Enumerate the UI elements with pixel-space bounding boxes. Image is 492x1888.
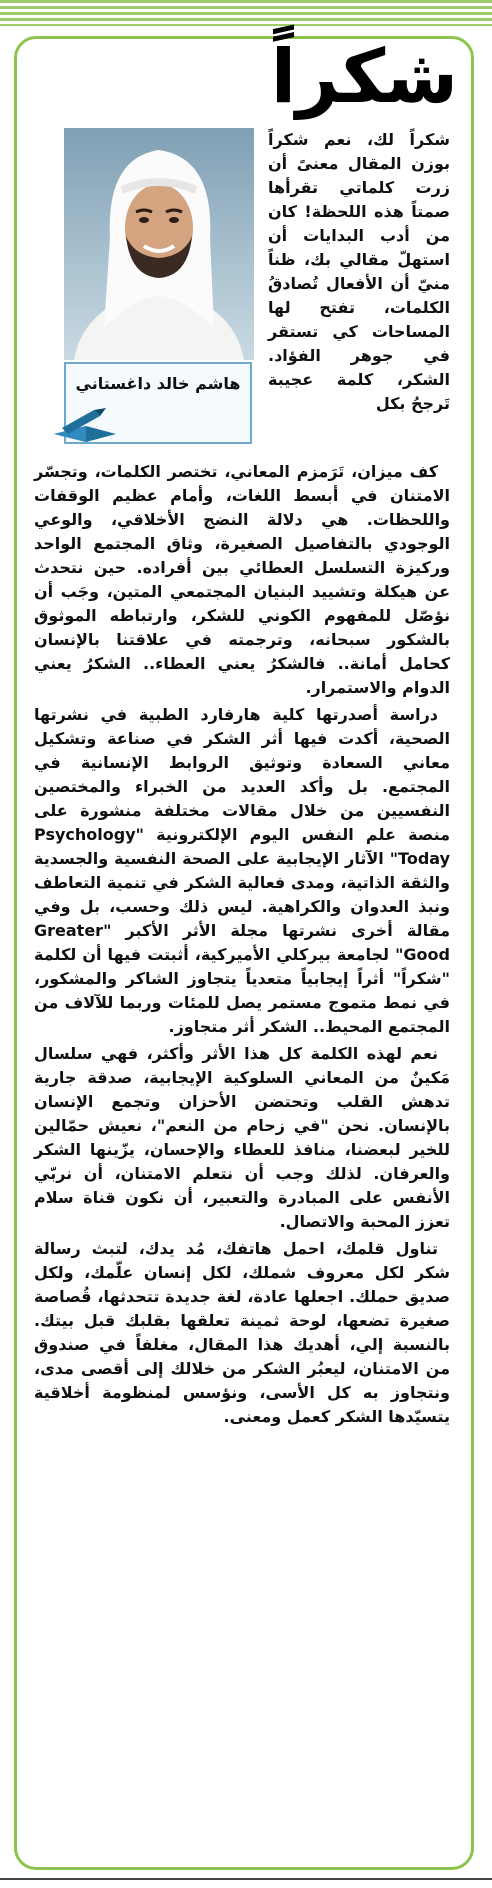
article-paragraph: كف ميزان، تَرَمزم المعاني، تختصر الكلمات، وتجسّر الامتنان في أبسط اللغات، وأمام عظيم الوقفات واللحظات. هي دلالة النضج الأخلاقي، والوعي الوجودي بالتفاصيل الصغيرة، وثاق المجتمع الواحد وركيزة التسلسل العطائي بين أفراده. حين نتحدث عن هيكلة وتشييد البنيان المجتمعي المتين، وجَب أن نؤصّل للمفهوم الكوني للشكر، وارتباطه الموثوق بالشكور سبحانه، وترجمته في علاقتنا بالإنسان كحامل أمانة.. فالشكرُ يعني العطاء.. الشكرُ يعني الدوام والاستمرار. <box>34 462 450 697</box>
top-decorative-stripe <box>0 0 492 26</box>
article-headline: شكراً <box>270 34 458 120</box>
pen-book-icon <box>50 404 122 444</box>
article-paragraph: دراسة أصدرتها كلية هارفارد الطبية في نشرتها الصحية، أكدت فيها أثر الشكر في صناعة وتشكيل معاني السعادة وتوثيق الروابط الإنسانية في المجتمع. بل وأكد العديد من الخبراء والمختصين النفسيين من خلال مقالات مختلفة منشورة على منصة علم النفس اليوم الإلكترونية "Psychology Today" الآثار الإيجابية على الصحة النفسية والجسدية والثقة الذاتية، ومدى فعالية الشكر في تنمية التعاطف ونبذ العدوان والكراهية. ليس ذلك وحسب، بل وفي مقالة أخرى نشرتها مجلة الأثر الأكبر "Greater Good" لجامعة بيركلي الأميركية، أثبتت فيها أن لكلمة "شكراً" أثراً إيجابياً متعدياً يتجاوز الشاكر والمشكور، في نمط متموج مستمر يصل للمئات وربما للآلاف من المجتمع المحيط.. الشكر أثر متجاوز. <box>34 705 450 1036</box>
author-portrait-illustration <box>64 128 254 360</box>
bottom-rule <box>0 1878 492 1880</box>
article-paragraph: تناول قلمك، احمل هاتفك، مُد يدك، لتبث رسالة شكر لكل معروف شملك، لكل إنسان علّمك، ولكل صديق حملك. اجعلها عادة، لغة جديدة تتحدثها، قُصاصة صغيرة تضعها، لوحة ثمينة تعلقها بقلبك قبل بيتك. بالنسبة إلي، أهديك هذا المقال، مغلفاً في صندوق من الامتنان، ليعبُر الشكر من خلالك إلى أقصى مدى، ونتجاوز به كل الأسى، ونؤسس لمنظومة أخلاقية يتسيّدها الشكر كعمل ومعنى. <box>34 1239 450 1426</box>
article-paragraph: نعم لهذه الكلمة كل هذا الأثر وأكثر، فهي سلسال مَكينٌ من المعاني السلوكية الإيجابية، صدقة جارية تدهش القلب وتحتضن الأحزان وتجمع الإنسان بالإنسان. نحن "في زحام من النعم"، نعيش حمّالين للخير لبعضنا، منافذ للعطاء والإحسان، يزّينها الشكر والعرفان. لذلك وجب أن نتعلم الامتنان، أن نربّي الأنفس على المبادرة والتعبير، أن نكون قناة سلام تعزز المحبة والاتصال. <box>34 1044 450 1231</box>
author-photo <box>64 128 254 360</box>
author-name: هاشم خالد داغستاني <box>75 374 241 393</box>
article-body <box>34 460 450 1432</box>
article-intro-text: شكراً لك، نعم شكراً بوزن المقال معنىً أن زرت كلماتي تقرأها صمتاً هذه اللحظة! كان من أدب البدايات أن استهلّ مقالي بك، ظناً منيّ أن الأفعال تُصادقُ الكلمات، تفتح لها المساحات كي تستقر في جوهر الفؤاد. الشكر، كلمة عجيبة تَرجحُ بكل <box>268 130 450 413</box>
